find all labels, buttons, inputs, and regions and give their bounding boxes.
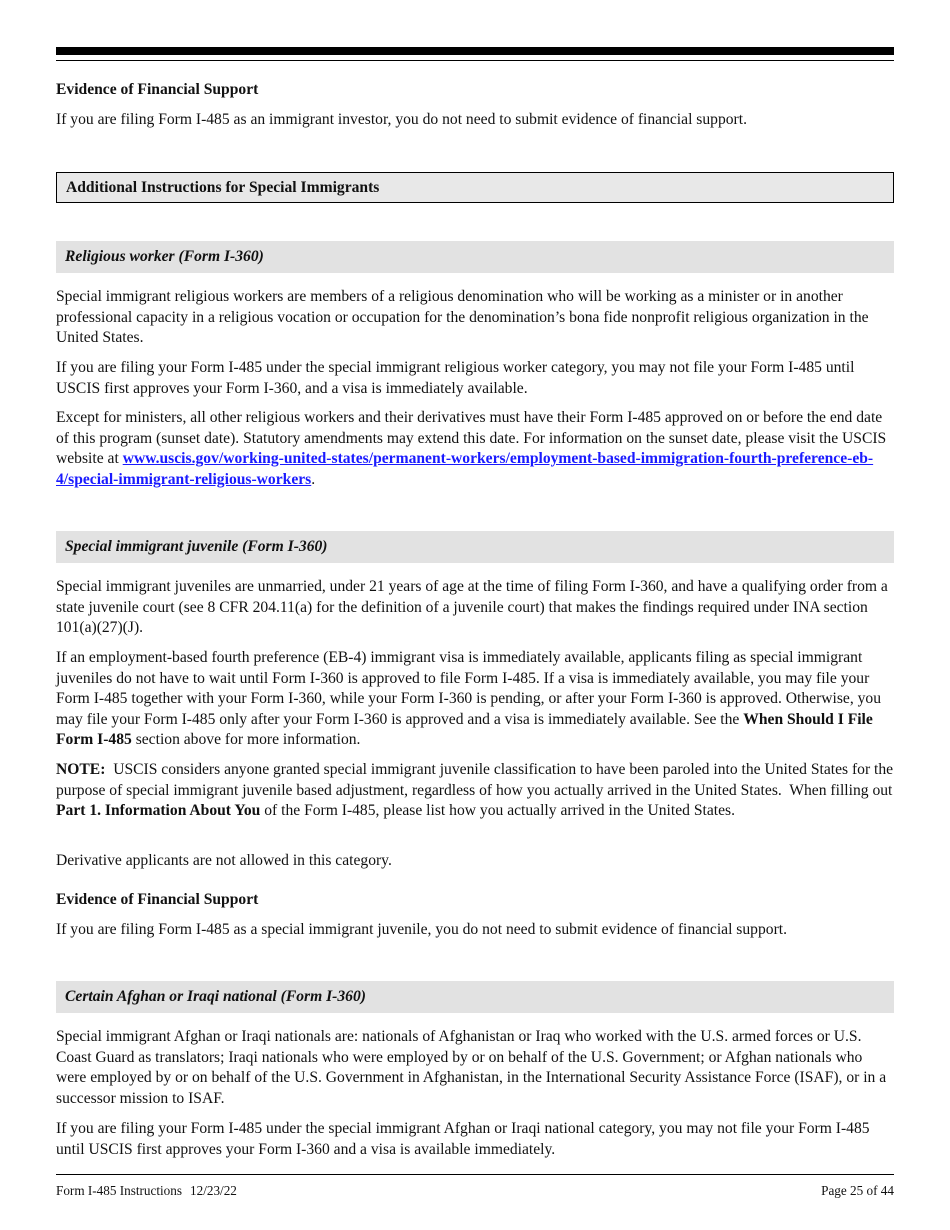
footer-date: 12/23/22: [190, 1183, 237, 1198]
note-end: of the Form I-485, please list how you actually arrived in the United States.: [260, 802, 735, 819]
section-heading-afghan-iraqi: Certain Afghan or Iraqi national (Form I-360): [56, 981, 894, 1013]
juvenile-paragraph-4: Derivative applicants are not allowed in this category.: [56, 852, 392, 869]
juvenile-evidence-paragraph: If you are filing Form I-485 as a special immigrant juvenile, you do not need to submit evidence of financial support.: [56, 921, 787, 938]
footer-form-name: Form I-485 Instructions: [56, 1183, 183, 1198]
afghan-paragraph-1: Special immigrant Afghan or Iraqi nationals are: nationals of Afghanistan or Iraq who worked with the U.S. armed forces or U.S. Coast Guard as translators; Iraqi nationals who were employed by or on behalf of the U.S. Government; or Afghan nationals who were employed by or on behalf of the U.S. Government in Afghanistan, in the International Security Assistance Force (ISAF), or in a successor mission to ISAF.: [56, 1028, 887, 1107]
juvenile-paragraph-1: Special immigrant juveniles are unmarried, under 21 years of age at the time of filing Form I-360, and have a qualifying order from a state juvenile court (see 8 CFR 204.11(a) for the definition of a juvenile court) that makes the findings required under INA section 101(a)(27)(J).: [56, 578, 888, 636]
section-heading-juvenile: Special immigrant juvenile (Form I-360): [56, 531, 894, 563]
header-rule-thick: [56, 47, 894, 55]
uscis-religious-workers-link[interactable]: www.uscis.gov/working-united-states/permanent-workers/employment-based-immigration-fourth-preference-eb-4/special-immigrant-religious-workers: [56, 450, 874, 488]
juvenile-p2-end: section above for more information.: [131, 731, 361, 748]
note-label: NOTE:: [56, 761, 106, 778]
juvenile-paragraph-2: [56, 648, 894, 751]
juvenile-p2-text: If an employment-based fourth preference (EB-4) immigrant visa is immediately available, applicants filing as special immigrant juveniles do not have to wait until Form I-360 is approved to file Form I-485. If a visa is immediately available, you may file your Form I-485 together with your Form I-360, while your Form I-360 is pending, or after your Form I-360 is approved. Otherwise, you may file your Form I-485 only after your Form I-360 is approved and a visa is immediately available. See the: [56, 649, 882, 728]
religious-paragraph-2: If you are filing your Form I-485 under the special immigrant religious worker category, you may not file your Form I-485 until USCIS first approves your Form I-360, and a visa is immediately available.: [56, 359, 855, 397]
religious-p3-end: .: [311, 470, 316, 488]
juvenile-p2-bold: When Should I File Form I-485: [56, 710, 873, 748]
religious-paragraph-1: Special immigrant religious workers are members of a religious denomination who will be working as a minister or in another professional capacity in a religious vocation or occupation for the denomination’s bona fide nonprofit religious organization in the United States.: [56, 288, 869, 346]
evidence-heading: Evidence of Financial Support: [56, 81, 259, 98]
footer-rule: [56, 1174, 894, 1175]
juvenile-note: [56, 760, 898, 822]
document-page: [56, 0, 898, 1230]
evidence-paragraph: If you are filing Form I-485 as an immigrant investor, you do not need to submit evidence of financial support.: [56, 111, 747, 128]
juvenile-evidence-heading: Evidence of Financial Support: [56, 891, 259, 908]
section-heading-religious: Religious worker (Form I-360): [56, 241, 894, 273]
religious-paragraph-3: [56, 408, 894, 490]
afghan-paragraph-2: If you are filing your Form I-485 under the special immigrant Afghan or Iraqi national category, you may not file your Form I-485 until USCIS first approves your Form I-360 and a visa is available immediately.: [56, 1120, 870, 1158]
note-bold: Part 1. Information About You: [56, 802, 261, 819]
box-heading: Additional Instructions for Special Immigrants: [56, 172, 894, 203]
footer-page-number: Page 25 of 44: [821, 1183, 894, 1198]
religious-p3-text: Except for ministers, all other religious workers and their derivatives must have their Form I-485 approved on or before the end date of this program (sunset date). Statutory amendments may extend this date. For information on the sunset date, please visit the USCIS website at: [56, 409, 887, 467]
note-text: USCIS considers anyone granted special immigrant juvenile classification to have been paroled into the United States for the purpose of special immigrant juvenile based adjustment, regardless of how you actually arrived in the United States. When filling out: [56, 761, 898, 799]
header-rule-thin: [56, 60, 894, 61]
footer-form-info: [56, 1183, 237, 1199]
